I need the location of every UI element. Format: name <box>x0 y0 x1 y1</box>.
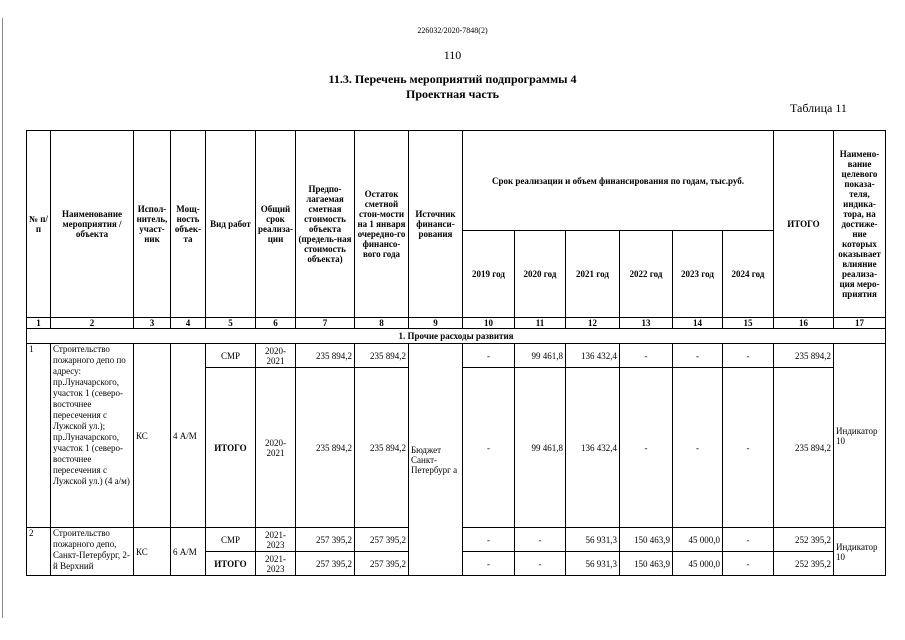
value-2023: 45 000,0 <box>673 528 723 552</box>
value-2024: - <box>723 552 774 576</box>
header-work-type: Вид работ <box>206 131 256 318</box>
column-number: 7 <box>296 318 355 329</box>
header-year: 2021 год <box>566 231 620 318</box>
page-edge-mark <box>2 18 5 618</box>
section-title: 1. Прочие расходы развития <box>27 329 886 344</box>
column-number: 6 <box>256 318 296 329</box>
column-number: 9 <box>409 318 463 329</box>
document-title: 11.3. Перечень мероприятий подпрограммы 4 <box>328 72 577 86</box>
work-type: ИТОГО <box>206 368 256 528</box>
value-2021: 136 432,4 <box>566 368 620 528</box>
header-year: 2019 год <box>463 231 515 318</box>
estimated-cost: 257 395,2 <box>296 552 355 576</box>
header-measure-name: Наименование мероприятия / объекта <box>51 131 134 318</box>
column-number: 8 <box>355 318 409 329</box>
value-2021: 56 931,3 <box>566 552 620 576</box>
column-number: 17 <box>834 318 886 329</box>
page-number: 110 <box>443 48 462 62</box>
header-funding-source: Источник финанси-рования <box>409 131 463 318</box>
value-2020: - <box>515 552 566 576</box>
header-year: 2020 год <box>515 231 566 318</box>
header-year: 2022 год <box>620 231 673 318</box>
header-estimated-cost: Предпо-лагаемая сметная стоимость объекта (предель-ная стоимость объекта) <box>296 131 355 318</box>
term: 2020-2021 <box>256 344 296 368</box>
work-type: СМР <box>206 344 256 368</box>
capacity: 6 А/М <box>171 528 206 576</box>
estimated-cost: 257 395,2 <box>296 528 355 552</box>
column-number: 15 <box>723 318 774 329</box>
value-2024: - <box>723 344 774 368</box>
column-number: 12 <box>566 318 620 329</box>
header-capacity: Мощ-ность объек-та <box>171 131 206 318</box>
funding-source: Бюджет Санкт-Петербург а <box>409 344 463 576</box>
value-2019: - <box>463 552 515 576</box>
value-2021: 56 931,3 <box>566 528 620 552</box>
header-remaining-cost: Остаток сметной стои-мости на 1 января очередно-го финансо-вого года <box>355 131 409 318</box>
remaining-cost: 235 894,2 <box>355 344 409 368</box>
executor: КС <box>134 344 171 528</box>
column-number: 11 <box>515 318 566 329</box>
document-number: 226032/2020-7848(2) <box>417 26 488 35</box>
value-2022: - <box>620 344 673 368</box>
value-2022: 150 463,9 <box>620 552 673 576</box>
column-number: 13 <box>620 318 673 329</box>
measures-table <box>26 130 886 576</box>
value-2020: 99 461,8 <box>515 344 566 368</box>
value-2024: - <box>723 368 774 528</box>
column-number: 4 <box>171 318 206 329</box>
value-2019: - <box>463 368 515 528</box>
column-number: 10 <box>463 318 515 329</box>
row-number: 1 <box>27 344 51 528</box>
column-number: 14 <box>673 318 723 329</box>
value-2022: - <box>620 368 673 528</box>
header-number: № п/п <box>27 131 51 318</box>
term: 2021-2023 <box>256 552 296 576</box>
column-number: 16 <box>774 318 834 329</box>
value-total: 235 894,2 <box>774 368 834 528</box>
estimated-cost: 235 894,2 <box>296 368 355 528</box>
value-total: 252 395,2 <box>774 552 834 576</box>
term: 2021-2023 <box>256 528 296 552</box>
column-numbers-row <box>27 318 886 329</box>
indicator: Индикатор 10 <box>834 528 886 576</box>
row-number: 2 <box>27 528 51 576</box>
value-2020: 99 461,8 <box>515 368 566 528</box>
capacity: 4 А/М <box>171 344 206 528</box>
header-term: Общий срок реализа-ции <box>256 131 296 318</box>
value-total: 235 894,2 <box>774 344 834 368</box>
measure-name: Строительство пожарного депо по адресу: пр.Луначарского, участок 1 (северо-восточнее пересечения с Лужской ул.); пр.Луначарского, участок 1 (северо-восточнее пересечения с Лужской ул.) (4 а/м) <box>51 344 134 528</box>
work-type: СМР <box>206 528 256 552</box>
remaining-cost: 257 395,2 <box>355 552 409 576</box>
header-executor: Испол-нитель, участ-ник <box>134 131 171 318</box>
table-row <box>27 344 886 368</box>
value-2023: - <box>673 368 723 528</box>
work-type: ИТОГО <box>206 552 256 576</box>
header-year: 2023 год <box>673 231 723 318</box>
value-total: 252 395,2 <box>774 528 834 552</box>
document-subtitle: Проектная часть <box>406 87 499 101</box>
value-2022: 150 463,9 <box>620 528 673 552</box>
value-2019: - <box>463 344 515 368</box>
value-2023: 45 000,0 <box>673 552 723 576</box>
value-2021: 136 432,4 <box>566 344 620 368</box>
value-2020: - <box>515 528 566 552</box>
header-total: ИТОГО <box>774 131 834 318</box>
value-2023: - <box>673 344 723 368</box>
header-indicator: Наимено-вание целевого показа-теля, индика-тора, на достиже-ние которых оказывает влияние реализа-ция меро-приятия <box>834 131 886 318</box>
column-number: 2 <box>51 318 134 329</box>
executor: КС <box>134 528 171 576</box>
column-number: 5 <box>206 318 256 329</box>
remaining-cost: 235 894,2 <box>355 368 409 528</box>
header-period: Срок реализации и объем финансирования по годам, тыс.руб. <box>463 131 774 231</box>
column-number: 1 <box>27 318 51 329</box>
value-2024: - <box>723 528 774 552</box>
header-year: 2024 год <box>723 231 774 318</box>
value-2019: - <box>463 528 515 552</box>
remaining-cost: 257 395,2 <box>355 528 409 552</box>
column-number: 3 <box>134 318 171 329</box>
table-label: Таблица 11 <box>790 101 847 115</box>
measure-name: Строительство пожарного депо, Санкт-Петербург, 2-й Верхний <box>51 528 134 576</box>
indicator: Индикатор 10 <box>834 344 886 528</box>
estimated-cost: 235 894,2 <box>296 344 355 368</box>
term: 2020-2021 <box>256 368 296 528</box>
